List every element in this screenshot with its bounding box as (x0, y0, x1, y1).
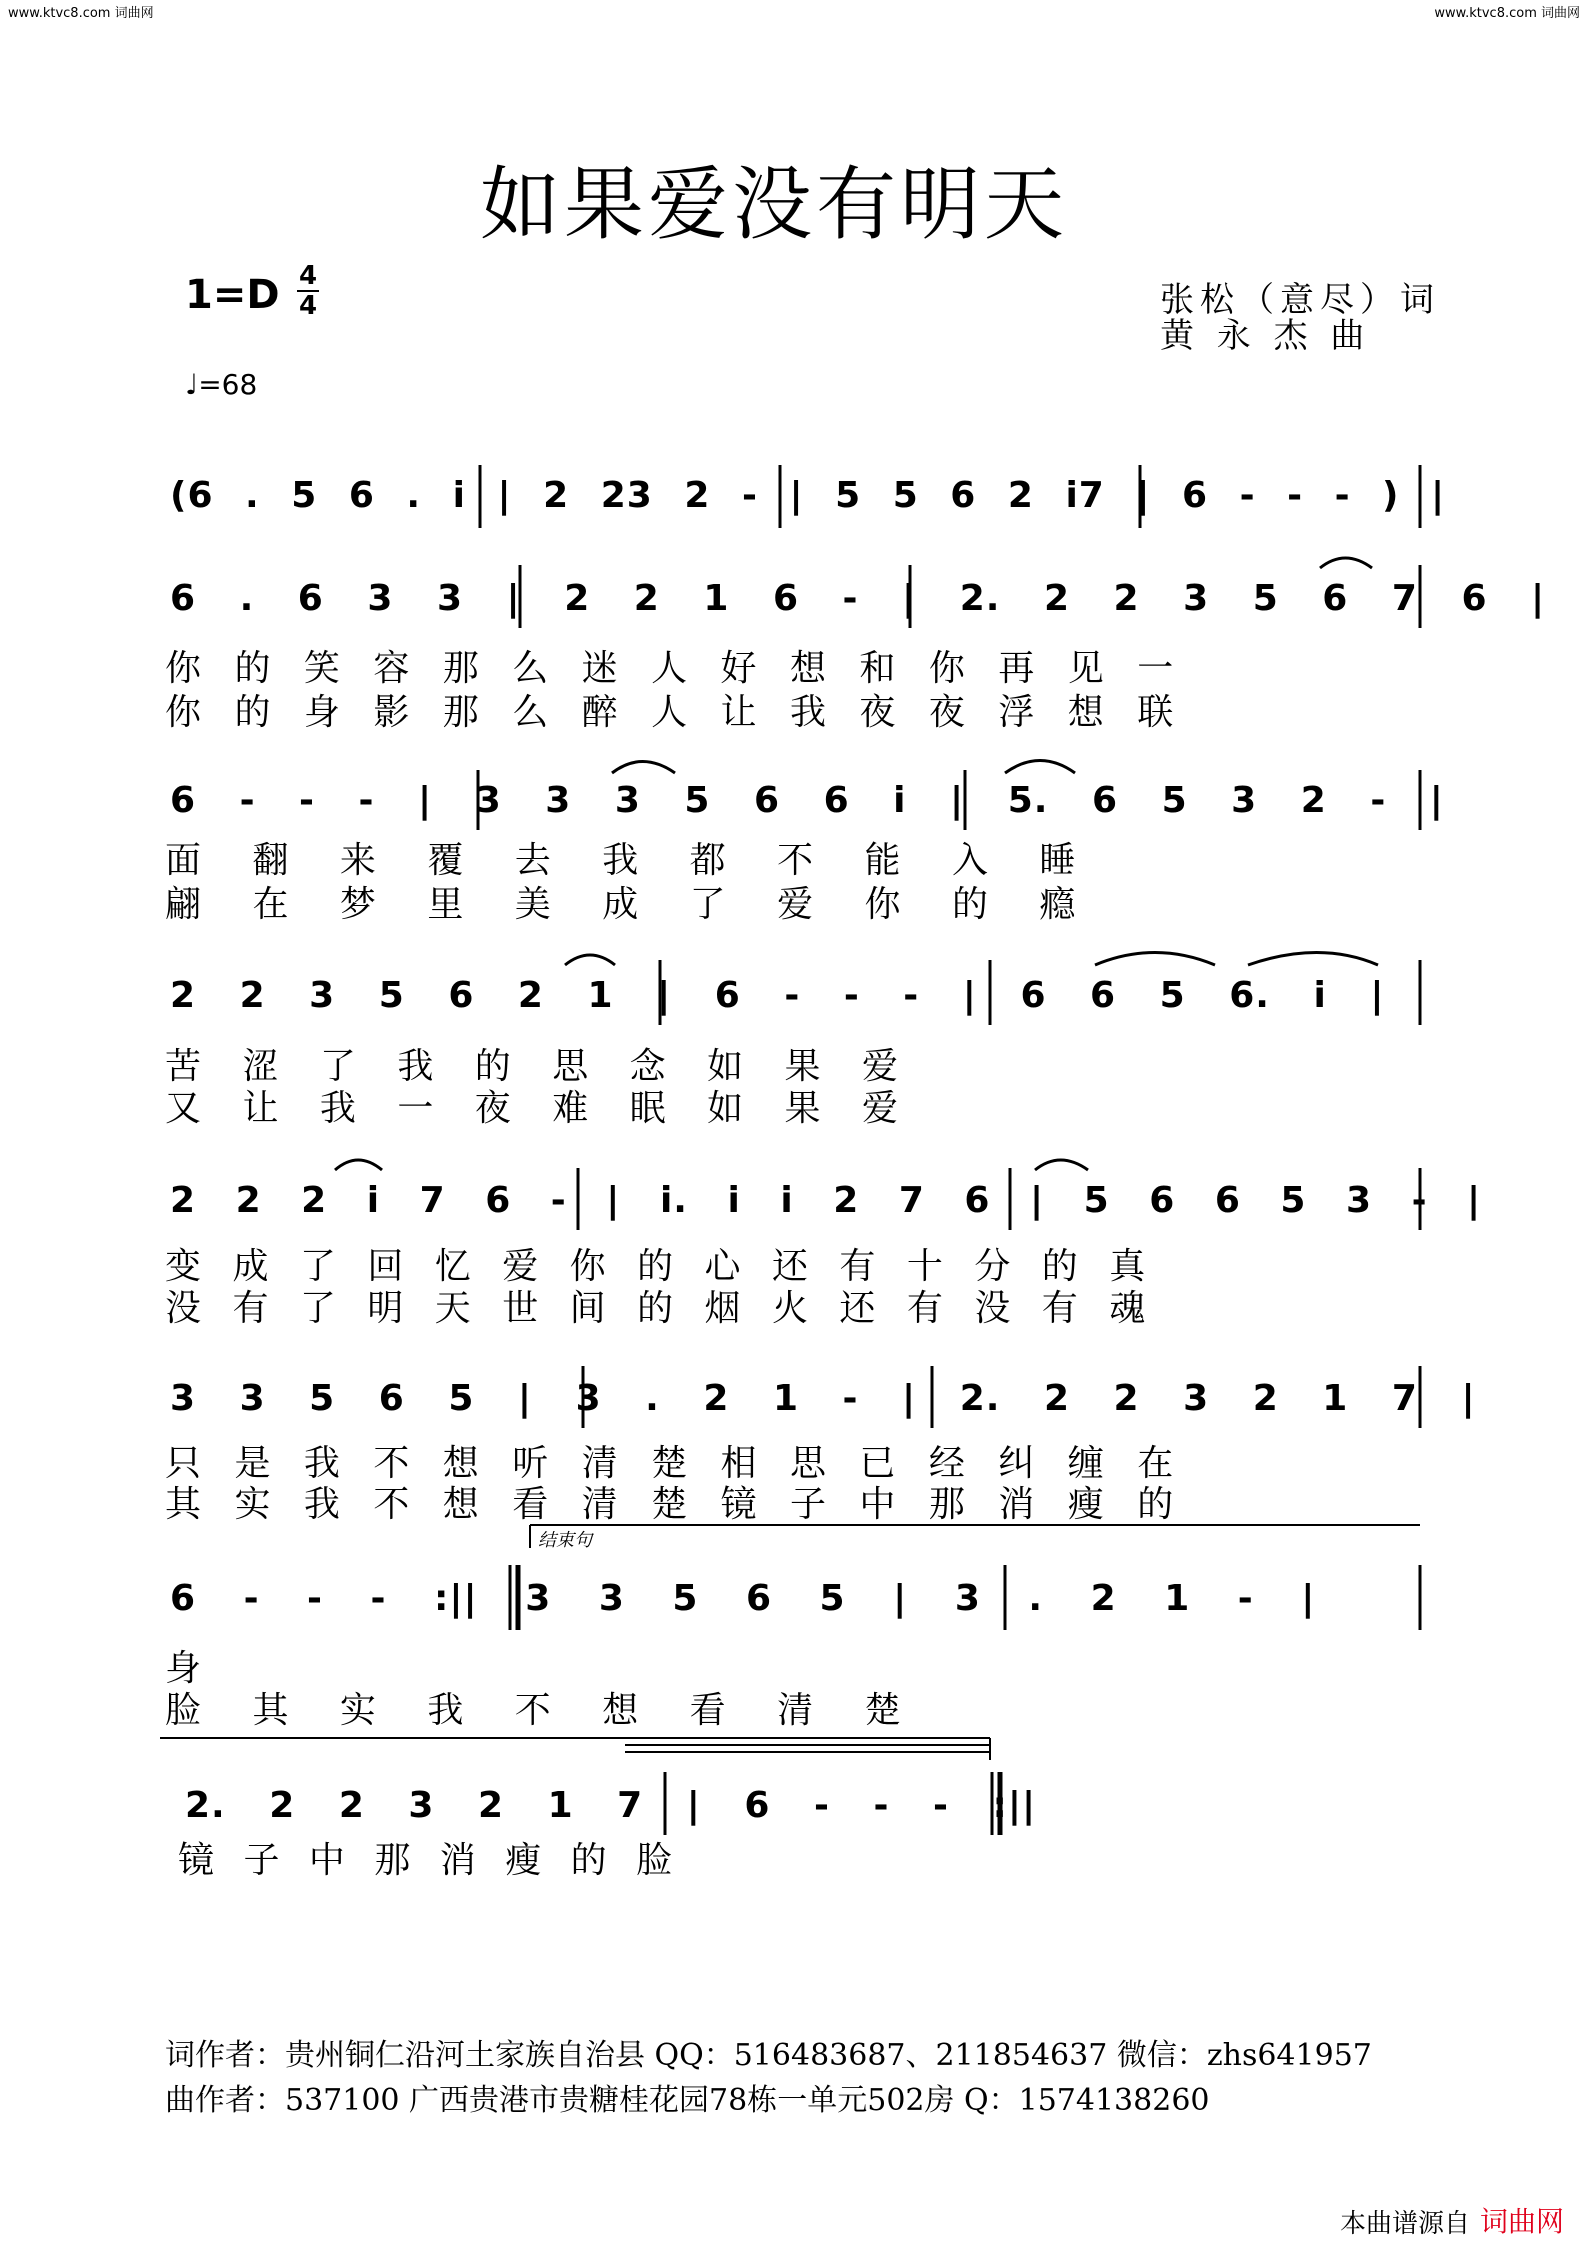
watermark-top-right: www.ktvc8.com 词曲网 (1434, 6, 1580, 21)
source-label: 本曲谱源自 (1340, 2209, 1471, 2239)
lyric-8: 镜 子 中 那 消 瘦 的 脸 (178, 1840, 673, 1881)
score-line-4: 2 2 3 5 6 2 1 | 6 - - - | 6 6 5 6. i | (170, 975, 1385, 1016)
lyricist-credit: 张松（意尽）词 (1160, 280, 1440, 320)
lyric-7-verse-1: 身 (165, 1648, 202, 1689)
lyric-2-verse-1: 你 的 笑 容 那 么 迷 人 好 想 和 你 再 见 一 (165, 648, 1174, 689)
score-line-8: 2. 2 2 3 2 1 7 | 6 - - - :|| (185, 1785, 1037, 1826)
score-line-3: 6 - - - | 3 3 3 5 6 6 i | 5. 6 5 3 2 - | (170, 780, 1444, 821)
lyric-7-verse-2: 脸 其 实 我 不 想 看 清 楚 (165, 1690, 901, 1731)
lyric-3-verse-1: 面 翻 来 覆 去 我 都 不 能 入 睡 (165, 840, 1076, 881)
lyric-4-verse-1: 苦 涩 了 我 的 思 念 如 果 爱 (165, 1046, 898, 1087)
score-line-6: 3 3 5 6 5 | 3 . 2 1 - | 2. 2 2 3 2 1 7 | (170, 1378, 1476, 1419)
lyric-6-verse-1: 只 是 我 不 想 听 清 楚 相 思 已 经 纠 缠 在 (165, 1443, 1174, 1484)
score-line-2: 6 . 6 3 3 | 2 2 1 6 - | 2. 2 2 3 5 6 7 6 | (170, 578, 1546, 619)
key-signature: 1=D (185, 272, 280, 318)
time-numerator: 4 (298, 261, 318, 291)
lyric-6-verse-2: 其 实 我 不 想 看 清 楚 镜 子 中 那 消 瘦 的 (165, 1484, 1174, 1525)
watermark-top-left: www.ktvc8.com 词曲网 (8, 6, 154, 21)
ending-label: 结束句 (538, 1530, 592, 1551)
score-line-7: 6 - - - :|| 3 3 5 6 5 | 3 . 2 1 - | (170, 1578, 1316, 1619)
tempo-mark: ♩=68 (185, 368, 258, 401)
lyric-2-verse-2: 你 的 身 影 那 么 醉 人 让 我 夜 夜 浮 想 联 (165, 692, 1174, 733)
lyric-5-verse-1: 变 成 了 回 忆 爱 你 的 心 还 有 十 分 的 真 (165, 1246, 1146, 1287)
time-denominator: 4 (298, 291, 318, 321)
song-title: 如果爱没有明天 (480, 158, 1068, 251)
lyric-5-verse-2: 没 有 了 明 天 世 间 的 烟 火 还 有 没 有 魂 (165, 1288, 1146, 1329)
lyric-3-verse-2: 翩 在 梦 里 美 成 了 爱 你 的 瘾 (165, 884, 1076, 925)
footer-composer-info: 曲作者：537100 广西贵港市贵糖桂花园78栋一单元502房 Q：1574138260 (165, 2083, 1210, 2118)
footer-lyricist-info: 词作者：贵州铜仁沿河土家族自治县 QQ：516483687、211854637 微信：zhs641957 (165, 2038, 1372, 2073)
source-brand: 词曲网 (1480, 2205, 1565, 2238)
score-line-5: 2 2 2 i 7 6 - | i. i i 2 7 6 | 5 6 6 5 3 - | (170, 1180, 1482, 1221)
score-line-1: (6 . 5 6 . i | 2 23 2 - | 5 5 6 2 i7 | 6 - - - ) | (170, 475, 1446, 516)
composer-credit: 黄 永 杰 曲 (1160, 316, 1371, 356)
lyric-4-verse-2: 又 让 我 一 夜 难 眠 如 果 爱 (165, 1088, 898, 1129)
